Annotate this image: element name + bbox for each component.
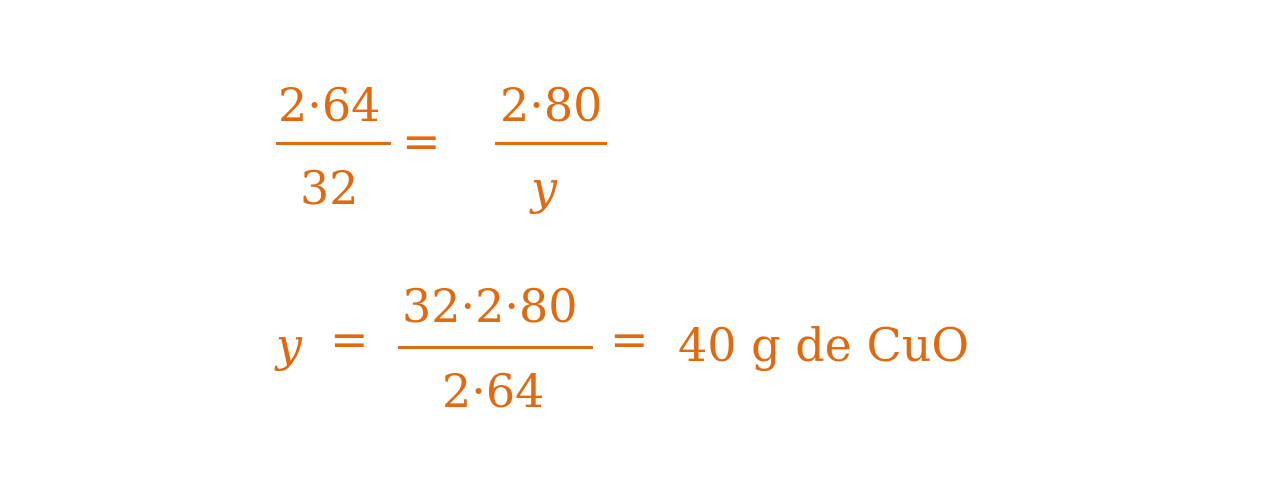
equals-sign: = [402,114,441,168]
right-numerator: 2·80 [500,78,603,132]
solution-denominator: 2·64 [442,364,545,418]
right-denominator: y [531,161,557,215]
left-numerator: 2·64 [278,78,381,132]
solution-result: 40 g de CuO [678,318,970,372]
solution-variable: y [276,318,302,372]
equals-sign-1: = [330,312,369,366]
left-denominator: 32 [300,161,359,215]
equals-sign-2: = [610,312,649,366]
right-fraction-bar [495,142,607,145]
solution-fraction-bar [398,346,593,349]
solution-numerator: 32·2·80 [402,279,578,333]
left-fraction-bar [276,142,391,145]
